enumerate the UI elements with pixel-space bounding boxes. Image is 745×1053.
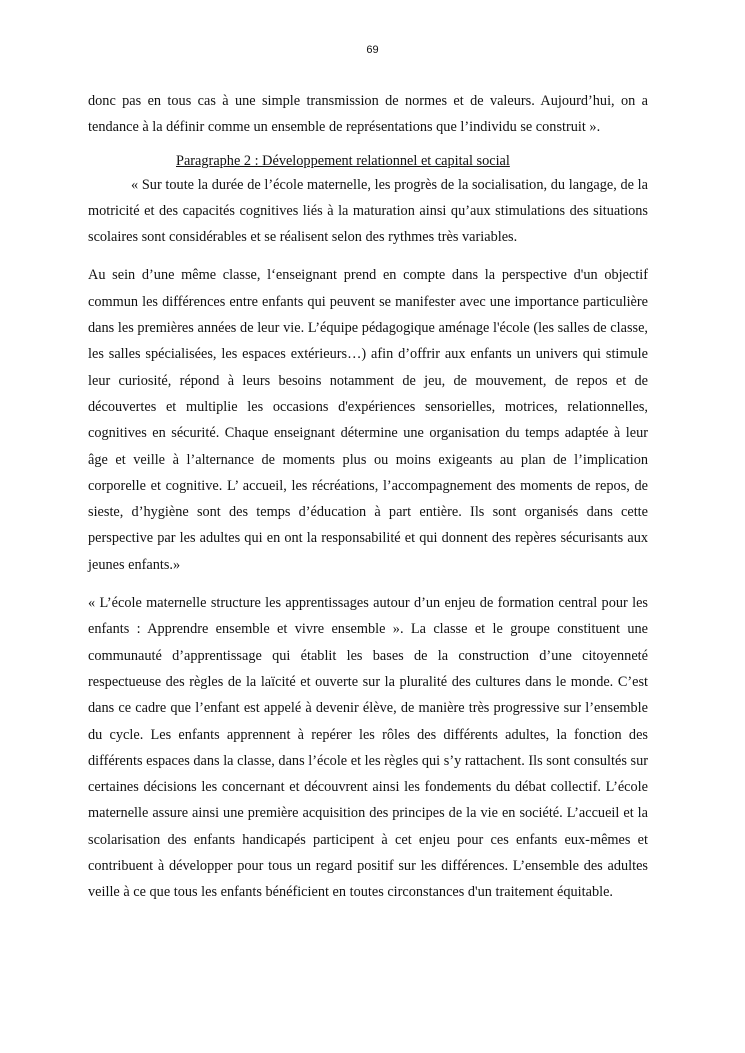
paragraph-intro-continuation: donc pas en tous cas à une simple transmission de normes et de valeurs. Aujourd’hui, on a tendance à la définir comme un ensemble de représentations que l’individu se construit ». [88,93,648,136]
paragraph-learning-together: « L’école maternelle structure les apprentissages autour d’un enjeu de formation central pour les enfants : Apprendre ensemble et vivre ensemble ». La classe et le groupe constituent une communauté d’apprentissage qui établit les bases de la construction d’une citoyenneté respectueuse des règles de la laïcité et ouverte sur la pluralité des cultures dans le monde. C’est dans ce cadre que l’enfant est appelé à devenir élève, de manière très progressive sur l’ensemble du cycle. Les enfants apprennent à repérer les rôles des différents adultes, la fonction des différents espaces dans la classe, dans l’école et les règles qui s’y rattachent. Ils sont consultés sur certaines décisions les concernant et découvrent ainsi les fondements du débat collectif. L’école maternelle assure ainsi une première acquisition des principes de la vie en société. L’accueil et la scolarisation des enfants handicapés participent à cet enjeu pour ces enfants eux-mêmes et contribuent à développer pour tous un regard positif sur les différences. L’ensemble des adultes veille à ce que tous les enfants bénéficient en toutes circonstances d'un traitement équitable. [88,595,648,901]
document-body [88,88,648,906]
page-number: 69 [366,44,379,56]
section-heading: Paragraphe 2 : Développement relationnel et capital social [176,152,510,169]
paragraph-classroom-organisation: Au sein d’une même classe, l‘enseignant prend en compte dans la perspective d'un objectif commun les différences entre enfants qui peuvent se manifester avec une importance particulière dans les premières années de leur vie. L’équipe pédagogique aménage l'école (les salles de classe, les salles spécialisées, les espaces extérieurs…) afin d’offrir aux enfants un univers qui stimule leur curiosité, répond à leurs besoins notamment de jeu, de mouvement, de repos et de découvertes et multiplie les occasions d'expériences sensorielles, motrices, relationnelles, cognitives en sécurité. Chaque enseignant détermine une organisation du temps adaptée à leur âge et veille à l’alternance de moments plus ou moins exigeants au plan de l’implication corporelle et cognitive. L’ accueil, les récréations, l’accompagnement des moments de repos, de sieste, d’hygiène sont des temps d’éducation à part entière. Ils sont organisés dans cette perspective par les adultes qui en ont la responsabilité et qui donnent des repères sécurisants aux jeunes enfants.» [88,267,648,573]
paragraph-quote-socialisation: « Sur toute la durée de l’école maternelle, les progrès de la socialisation, du langage, de la motricité et des capacités cognitives liés à la maturation ainsi qu’aux stimulations des situations scolaires sont considérables et se réalisent selon des rythmes très variables. [88,176,648,246]
